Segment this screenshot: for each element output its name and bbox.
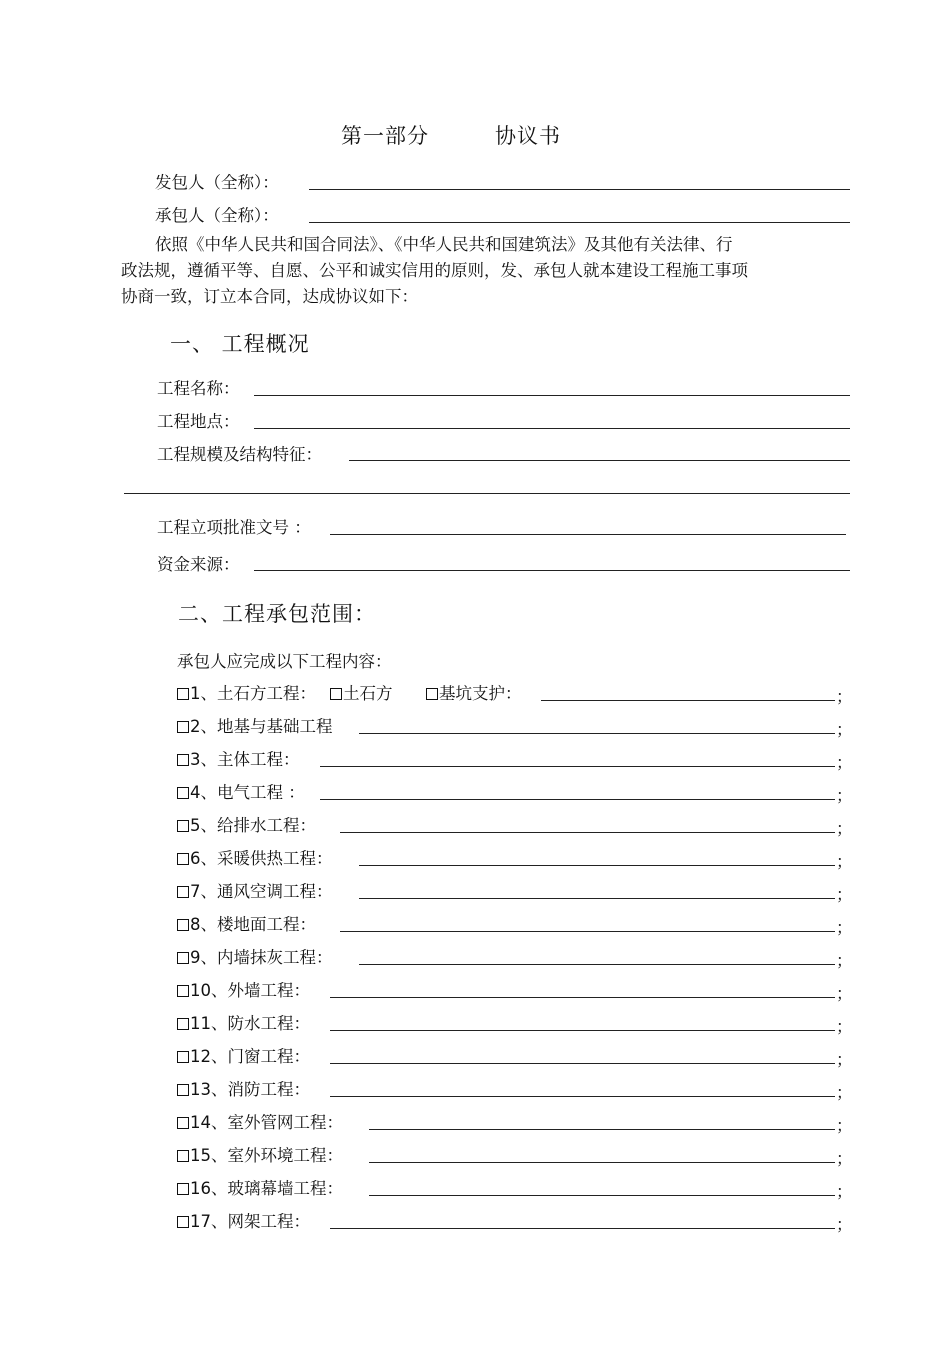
item-terminator: ； bbox=[836, 720, 853, 739]
item-checkbox[interactable] bbox=[177, 1216, 189, 1228]
item-label: 14、室外管网工程： bbox=[190, 1113, 343, 1132]
employer-label: 发包人（全称）： bbox=[155, 173, 279, 192]
item-checkbox[interactable] bbox=[177, 1018, 189, 1030]
item-blank[interactable] bbox=[330, 997, 835, 998]
item-checkbox[interactable] bbox=[177, 1117, 189, 1129]
item-blank[interactable] bbox=[330, 1063, 835, 1064]
item-label: 8、楼地面工程： bbox=[190, 915, 316, 934]
item-label: 1、土石方工程： bbox=[190, 684, 316, 703]
scope-item bbox=[177, 779, 305, 803]
item-terminator: ； bbox=[836, 885, 853, 904]
item-terminator: ； bbox=[836, 786, 853, 805]
item-blank[interactable] bbox=[359, 733, 835, 734]
scope-item-earthwork bbox=[177, 680, 316, 704]
scope-item bbox=[177, 746, 300, 770]
item-label: 7、通风空调工程： bbox=[190, 882, 333, 901]
scope-item bbox=[177, 944, 333, 968]
scope-item bbox=[177, 713, 333, 737]
item-label: 4、电气工程 ： bbox=[190, 783, 305, 802]
item-blank[interactable] bbox=[340, 832, 835, 833]
item-terminator: ； bbox=[836, 819, 853, 838]
project-scale-label: 工程规模及结构特征： bbox=[157, 445, 322, 464]
project-location-label: 工程地点： bbox=[157, 412, 240, 431]
item-blank[interactable] bbox=[359, 865, 835, 866]
earthwork-option bbox=[330, 680, 393, 704]
item-label: 6、采暖供热工程： bbox=[190, 849, 333, 868]
item-checkbox[interactable] bbox=[177, 1150, 189, 1162]
item-checkbox[interactable] bbox=[177, 1183, 189, 1195]
scope-lead: 承包人应完成以下工程内容： bbox=[177, 652, 392, 671]
item-blank[interactable] bbox=[330, 1030, 835, 1031]
item-label: 3、主体工程： bbox=[190, 750, 300, 769]
intro-line-3: 协商一致，订立本合同，达成协议如下： bbox=[121, 287, 418, 306]
item-blank[interactable] bbox=[340, 931, 835, 932]
scope-item bbox=[177, 1076, 310, 1100]
item-label: 12、门窗工程： bbox=[190, 1047, 310, 1066]
option-label: 土石方 bbox=[343, 684, 393, 703]
item-terminator: ； bbox=[836, 918, 853, 937]
item-label: 11、防水工程： bbox=[190, 1014, 310, 1033]
project-scale-blank[interactable] bbox=[349, 460, 850, 461]
item-blank[interactable] bbox=[320, 799, 835, 800]
item-blank[interactable] bbox=[369, 1195, 835, 1196]
approval-number-label: 工程立项批准文号 ： bbox=[157, 518, 311, 537]
item-blank[interactable] bbox=[330, 1228, 835, 1229]
section2-heading: 二、工程承包范围： bbox=[178, 602, 376, 626]
item-checkbox[interactable] bbox=[177, 985, 189, 997]
page-title: 协议书 bbox=[495, 124, 561, 148]
item-terminator: ； bbox=[836, 1050, 853, 1069]
intro-line-1: 依照《中华人民共和国合同法》、《中华人民共和国建筑法》及其他有关法律、行 bbox=[155, 235, 733, 254]
item-label: 5、给排水工程： bbox=[190, 816, 316, 835]
option-checkbox[interactable] bbox=[426, 688, 438, 700]
option-label: 基坑支护： bbox=[439, 684, 522, 703]
item-blank[interactable] bbox=[359, 964, 835, 965]
contractor-label: 承包人（全称）： bbox=[155, 206, 279, 225]
item-terminator: ； bbox=[836, 1083, 853, 1102]
scope-item bbox=[177, 1109, 343, 1133]
item-terminator: ； bbox=[836, 1116, 853, 1135]
item-label: 10、外墙工程： bbox=[190, 981, 310, 1000]
item-terminator: ； bbox=[836, 1182, 853, 1201]
intro-line-2: 政法规，遵循平等、自愿、公平和诚实信用的原则，发、承包人就本建设工程施工事项 bbox=[121, 261, 748, 280]
scope-item bbox=[177, 812, 316, 836]
item-checkbox[interactable] bbox=[177, 754, 189, 766]
item-blank[interactable] bbox=[541, 700, 835, 701]
scope-item bbox=[177, 1142, 343, 1166]
section1-heading: 一、 工程概况 bbox=[170, 332, 310, 356]
item-checkbox[interactable] bbox=[177, 1084, 189, 1096]
option-checkbox[interactable] bbox=[330, 688, 342, 700]
item-terminator: ； bbox=[836, 1017, 853, 1036]
item-terminator: ； bbox=[836, 951, 853, 970]
item-blank[interactable] bbox=[359, 898, 835, 899]
item-terminator: ； bbox=[836, 984, 853, 1003]
item-checkbox[interactable] bbox=[177, 787, 189, 799]
item-terminator: ； bbox=[836, 753, 853, 772]
item-checkbox[interactable] bbox=[177, 721, 189, 733]
item-terminator: ； bbox=[836, 1215, 853, 1234]
item-label: 2、地基与基础工程 bbox=[190, 717, 333, 736]
funding-source-label: 资金来源： bbox=[157, 555, 240, 574]
item-terminator: ； bbox=[836, 687, 853, 706]
item-checkbox[interactable] bbox=[177, 952, 189, 964]
scope-item bbox=[177, 911, 316, 935]
project-name-blank[interactable] bbox=[254, 395, 850, 396]
item-checkbox[interactable] bbox=[177, 688, 189, 700]
project-name-label: 工程名称： bbox=[157, 379, 240, 398]
scope-item bbox=[177, 1175, 343, 1199]
item-label: 13、消防工程： bbox=[190, 1080, 310, 1099]
item-checkbox[interactable] bbox=[177, 1051, 189, 1063]
item-checkbox[interactable] bbox=[177, 853, 189, 865]
page-title-part: 第一部分 bbox=[341, 124, 429, 148]
approval-number-blank[interactable] bbox=[330, 534, 846, 535]
item-terminator: ； bbox=[836, 852, 853, 871]
item-blank[interactable] bbox=[369, 1129, 835, 1130]
scope-item bbox=[177, 1010, 310, 1034]
item-label: 16、玻璃幕墙工程： bbox=[190, 1179, 343, 1198]
scope-item bbox=[177, 977, 310, 1001]
item-blank[interactable] bbox=[369, 1162, 835, 1163]
item-label: 9、内墙抹灰工程： bbox=[190, 948, 333, 967]
funding-source-blank[interactable] bbox=[254, 570, 850, 571]
item-label: 17、网架工程： bbox=[190, 1212, 310, 1231]
scope-item bbox=[177, 845, 333, 869]
item-label: 15、室外环境工程： bbox=[190, 1146, 343, 1165]
project-location-blank[interactable] bbox=[254, 428, 850, 429]
scope-item bbox=[177, 878, 333, 902]
item-blank[interactable] bbox=[330, 1096, 835, 1097]
pit-support-option bbox=[426, 680, 522, 704]
item-checkbox[interactable] bbox=[177, 820, 189, 832]
project-scale-blank-2[interactable] bbox=[124, 493, 850, 494]
scope-item bbox=[177, 1043, 310, 1067]
item-checkbox[interactable] bbox=[177, 886, 189, 898]
item-terminator: ； bbox=[836, 1149, 853, 1168]
scope-item bbox=[177, 1208, 310, 1232]
item-checkbox[interactable] bbox=[177, 919, 189, 931]
employer-blank[interactable] bbox=[309, 189, 850, 190]
item-blank[interactable] bbox=[320, 766, 835, 767]
contractor-blank[interactable] bbox=[309, 222, 850, 223]
